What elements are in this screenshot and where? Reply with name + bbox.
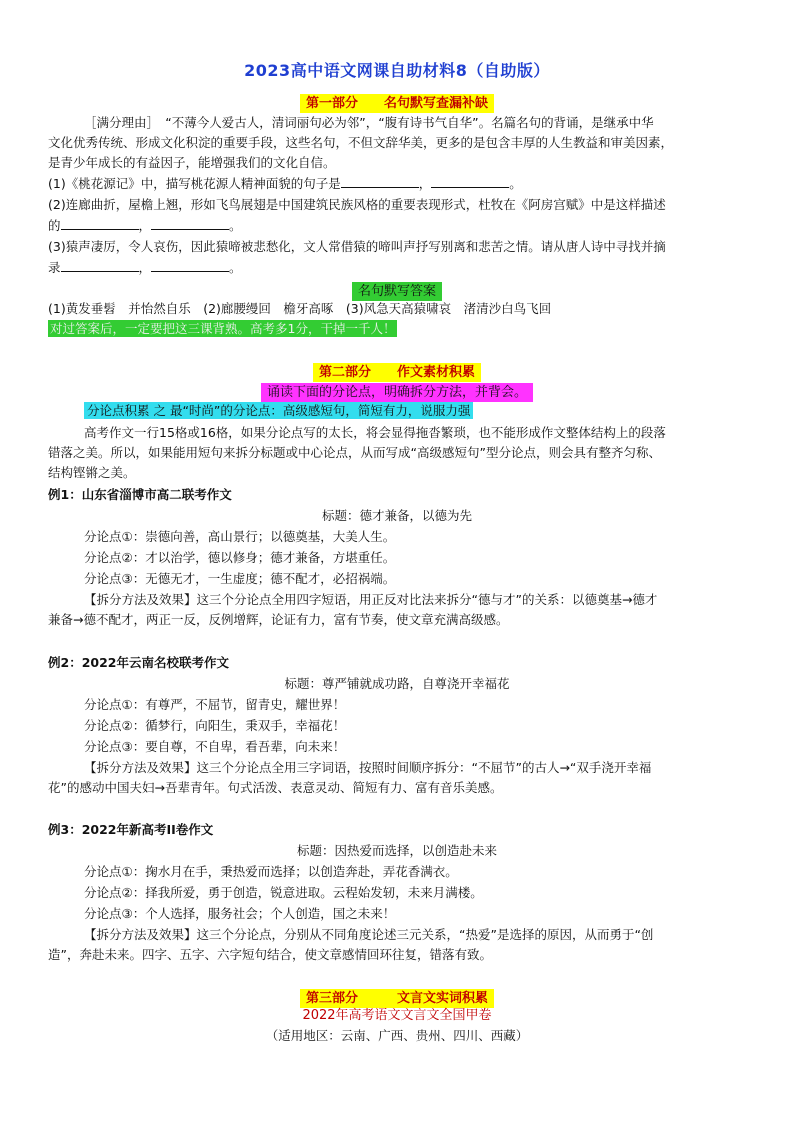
reason-line-1: ［满分理由］ “不薄今人爱古人，清词丽句必为邻”，“腹有诗书气自华”。名篇名句的背诵，是继承中华 <box>84 115 654 130</box>
example-1-topic: 标题：德才兼备，以德为先 <box>321 508 472 523</box>
question-3-line-2 <box>48 259 242 277</box>
reason-line-3: 是青少年成长的有益因子，能增强我们的文化自信。 <box>48 155 336 170</box>
answer-header <box>0 280 794 301</box>
answer-blank[interactable] <box>151 259 229 272</box>
answer-blank[interactable] <box>431 175 509 188</box>
part2-subheader-text: 分论点积累 之 最“时尚”的分论点：高级感短句，简短有力，说服力强 <box>84 402 473 419</box>
question-1-text: (1)《桃花源记》中，描写桃花源人精神面貌的句子是 <box>48 176 341 191</box>
answer-blank[interactable] <box>341 175 419 188</box>
question-3-tail: 录 <box>48 260 61 275</box>
part3-subtitle: 2022年高考语文文言文全国甲卷 <box>302 1008 492 1023</box>
example-1-method-line-2: 兼备→德不配才，两正一反，反例增辉，论证有力，富有节奏，使文章充满高级感。 <box>48 612 509 627</box>
reason-line-2: 文化优秀传统、形成文化积淀的重要手段，这些名句，不但文辞华美，更多的是包含丰厚的人生教益和审美因素， <box>48 135 674 150</box>
example-3-topic: 标题：因热爱而选择，以创造赴未来 <box>296 843 497 858</box>
part2-instruction-text: 诵读下面的分论点，明确拆分方法，并背会。 <box>261 383 533 402</box>
example-2-point-2: 分论点②：循梦行，向阳生，秉双手，幸福花！ <box>84 718 346 733</box>
example-3-heading: 例3：2022年新高考II卷作文 <box>48 822 214 837</box>
example-1-point-3: 分论点③：无德无才，一生虚度；德不配才，必招祸端。 <box>84 571 396 586</box>
example-3-point-2: 分论点②：择我所爱，勇于创造，锐意进取。云程始发轫，未来月满楼。 <box>84 885 483 900</box>
part2-instruction <box>0 381 794 402</box>
part3-regions: （适用地区：云南、广西、贵州、四川、西藏） <box>265 1028 529 1043</box>
example-3-method-line-1: 【拆分方法及效果】这三个分论点，分别从不同角度论述三元关系，“热爱”是选择的原因，从而勇于“创 <box>84 927 654 942</box>
separator-comma: ， <box>138 218 152 233</box>
example-2-point-3: 分论点③：要自尊，不自卑，看吾辈，向未来！ <box>84 739 346 754</box>
part3-header <box>0 987 794 1008</box>
example-2-point-1: 分论点①：有尊严，不屈节，留青史，耀世界！ <box>84 697 346 712</box>
document-title: 2023高中语文网课自助材料8（自助版） <box>244 61 550 80</box>
answer-header-label: 名句默写答案 <box>352 282 442 301</box>
example-1-method-line-1: 【拆分方法及效果】这三个分论点全用四字短语，用正反对比法来拆分“德与才”的关系：以德奠基→德才 <box>84 592 658 607</box>
part2-subheader <box>84 402 473 420</box>
example-2-method-line-2: 花”的感动中国夫妇→吾辈青年。句式活泼、表意灵动、简短有力、富有音乐美感。 <box>48 780 503 795</box>
part1-header-label: 第一部分 名句默写查漏补缺 <box>300 94 494 113</box>
part2-header <box>0 361 794 382</box>
example-2-topic: 标题：尊严铺就成功路，自尊浇开幸福花 <box>284 676 510 691</box>
question-1 <box>48 175 522 193</box>
example-1-point-1: 分论点①：崇德向善，高山景行；以德奠基，大美人生。 <box>84 529 396 544</box>
question-3-line-1: (3)猿声凄厉，令人哀伤，因此猿啼被悲愁化，文人常借猿的啼叫声抒写别离和悲苦之情。请从唐人诗中寻找并摘 <box>48 239 666 254</box>
answer-note-text: 对过答案后，一定要把这三课背熟。高考多1分，干掉一千人！ <box>50 321 396 336</box>
example-3-point-3: 分论点③：个人选择，服务社会；个人创造，国之未来！ <box>84 906 396 921</box>
answer-blank[interactable] <box>151 217 229 230</box>
example-2-heading: 例2：2022年云南名校联考作文 <box>48 655 229 670</box>
answer-note <box>48 320 397 338</box>
answer-line: (1)黄发垂髫 并怡然自乐 (2)廊腰缦回 檐牙高啄 (3)风急天高猿啸哀 渚清沙白鸟飞回 <box>48 301 552 316</box>
separator-period: 。 <box>229 218 242 233</box>
example-3-point-1: 分论点①：掬水月在手，秉热爱而选择；以创造奔赴，弄花香满衣。 <box>84 864 458 879</box>
separator-comma: ， <box>418 176 432 191</box>
intro-line-3: 结构铿锵之美。 <box>48 465 136 480</box>
part1-header <box>0 92 794 113</box>
separator-comma: ， <box>138 260 152 275</box>
example-1-point-2: 分论点②：才以治学，德以修身；德才兼备，方堪重任。 <box>84 550 396 565</box>
separator-period: 。 <box>509 176 522 191</box>
intro-line-1: 高考作文一行15格或16格，如果分论点写的太长，将会显得拖沓繁琐，也不能形成作文整体结构上的段落 <box>84 425 666 440</box>
question-2-line-2 <box>48 217 242 235</box>
question-2-line-1: (2)连廊曲折，屋檐上翘，形如飞鸟展翅是中国建筑民族风格的重要表现形式，杜牧在《阿房宫赋》中是这样描述 <box>48 197 666 212</box>
question-2-tail: 的 <box>48 218 61 233</box>
example-1-heading: 例1：山东省淄博市高二联考作文 <box>48 487 232 502</box>
answer-blank[interactable] <box>61 217 139 230</box>
example-2-method-line-1: 【拆分方法及效果】这三个分论点全用三字词语，按照时间顺序拆分：“不屈节”的古人→“双手浇开幸福 <box>84 760 652 775</box>
part3-header-label: 第三部分 文言文实词积累 <box>300 989 494 1008</box>
answer-blank[interactable] <box>61 259 139 272</box>
separator-period: 。 <box>229 260 242 275</box>
intro-line-2: 错落之美。所以，如果能用短句来拆分标题或中心论点，从而写成“高级感短句”型分论点，则会具有整齐匀称、 <box>48 445 661 460</box>
part2-header-label: 第二部分 作文素材积累 <box>313 363 481 382</box>
example-3-method-line-2: 造”，奔赴未来。四字、五字、六字短句结合，使文章感情回环往复，错落有致。 <box>48 947 492 962</box>
